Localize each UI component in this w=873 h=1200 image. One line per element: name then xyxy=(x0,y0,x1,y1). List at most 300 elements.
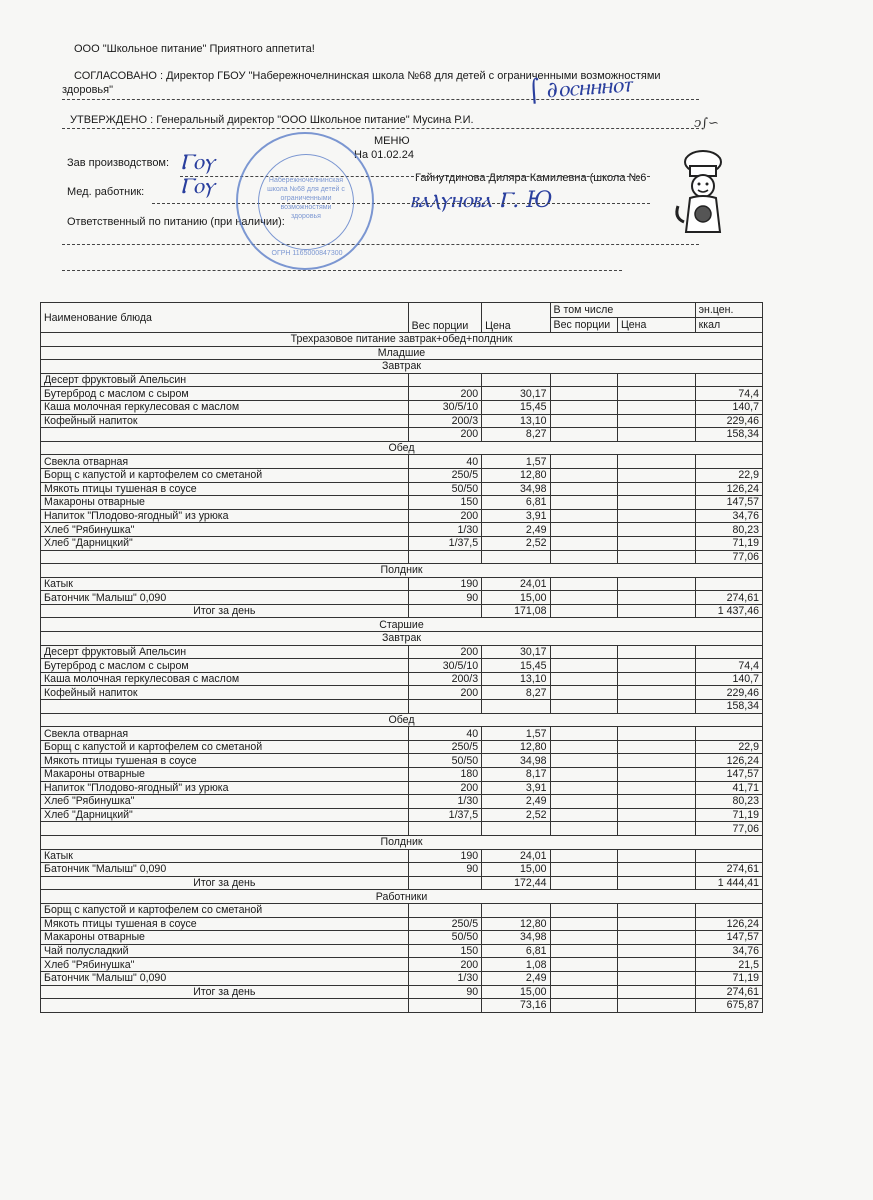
dish-name: Катык xyxy=(41,849,409,863)
dish-weight: 90 xyxy=(408,985,482,999)
sub-weight xyxy=(550,768,617,782)
table-row xyxy=(41,903,763,917)
dish-weight: 150 xyxy=(408,496,482,510)
menu-table xyxy=(40,302,763,1013)
dish-price: 12,80 xyxy=(482,917,550,931)
dish-kcal: 71,19 xyxy=(695,536,762,550)
dish-weight xyxy=(408,903,482,917)
dish-kcal xyxy=(695,577,762,591)
meal-label: Обед xyxy=(41,713,763,727)
dish-weight: 200 xyxy=(408,387,482,401)
dish-kcal: 1 444,41 xyxy=(695,876,762,890)
sub-price xyxy=(617,672,695,686)
medic-signature: Ⲅⲟⲩ xyxy=(180,174,215,199)
dish-price xyxy=(482,700,550,714)
table-row xyxy=(41,808,763,822)
dish-price: 2,52 xyxy=(482,536,550,550)
dish-price: 12,80 xyxy=(482,740,550,754)
dish-kcal: 229,46 xyxy=(695,686,762,700)
dish-weight: 200 xyxy=(408,509,482,523)
sub-weight xyxy=(550,577,617,591)
round-stamp xyxy=(236,132,374,270)
dish-weight: 40 xyxy=(408,727,482,741)
dish-weight: 200 xyxy=(408,781,482,795)
sub-weight xyxy=(550,387,617,401)
sub-price xyxy=(617,645,695,659)
dish-weight: 190 xyxy=(408,849,482,863)
approved-underline xyxy=(62,128,699,129)
table-row xyxy=(41,944,763,958)
sub-price xyxy=(617,849,695,863)
sub-weight xyxy=(550,523,617,537)
dish-kcal: 22,9 xyxy=(695,740,762,754)
sub-weight xyxy=(550,686,617,700)
dish-name: Борщ с капустой и картофелем со сметаной xyxy=(41,740,409,754)
sub-weight xyxy=(550,808,617,822)
dish-name: Каша молочная геркулесовая с маслом xyxy=(41,672,409,686)
dish-price: 13,10 xyxy=(482,414,550,428)
dish-weight: 1/30 xyxy=(408,523,482,537)
sub-weight xyxy=(550,931,617,945)
dish-kcal: 80,23 xyxy=(695,795,762,809)
header-price: Цена xyxy=(482,303,550,333)
general-director-signature: ↄ∫∽ xyxy=(694,116,719,131)
dish-name: Свекла отварная xyxy=(41,727,409,741)
dish-weight: 90 xyxy=(408,863,482,877)
dish-price: 8,27 xyxy=(482,428,550,442)
dish-name: Кофейный напиток xyxy=(41,686,409,700)
dish-price: 34,98 xyxy=(482,931,550,945)
dish-kcal xyxy=(695,727,762,741)
sub-price xyxy=(617,659,695,673)
sub-price xyxy=(617,373,695,387)
dish-kcal: 77,06 xyxy=(695,550,762,564)
meal-label: Обед xyxy=(41,441,763,455)
sub-price xyxy=(617,455,695,469)
sub-price xyxy=(617,496,695,510)
sub-weight xyxy=(550,917,617,931)
sub-price xyxy=(617,468,695,482)
dish-weight xyxy=(408,700,482,714)
sub-price xyxy=(617,931,695,945)
dish-price: 34,98 xyxy=(482,754,550,768)
table-header-row-1 xyxy=(41,303,763,318)
sub-price xyxy=(617,428,695,442)
dish-kcal xyxy=(695,373,762,387)
dish-kcal: 1 437,46 xyxy=(695,604,762,618)
dish-kcal: 147,57 xyxy=(695,496,762,510)
sub-price xyxy=(617,387,695,401)
org-title: ООО "Школьное питание" Приятного аппетита! xyxy=(74,43,315,55)
sub-price xyxy=(617,754,695,768)
dish-weight xyxy=(408,604,482,618)
sub-price xyxy=(617,958,695,972)
table-row xyxy=(41,591,763,605)
dish-weight: 180 xyxy=(408,768,482,782)
dish-weight: 200/3 xyxy=(408,414,482,428)
sub-weight xyxy=(550,740,617,754)
sub-price xyxy=(617,971,695,985)
director-signature: ⌠ ∂ⲟⲥⲏⲏⲏⲟⲧ xyxy=(527,72,633,105)
dish-kcal xyxy=(695,903,762,917)
sub-weight xyxy=(550,455,617,469)
medic-label: Мед. работник: xyxy=(67,186,145,198)
table-row xyxy=(41,400,763,414)
total-label: Итог за день xyxy=(41,876,409,890)
dish-name: Бутерброд с маслом с сыром xyxy=(41,387,409,401)
dish-price: 8,27 xyxy=(482,686,550,700)
dish-kcal: 126,24 xyxy=(695,754,762,768)
sub-price xyxy=(617,509,695,523)
dish-weight: 90 xyxy=(408,591,482,605)
dish-weight: 1/37,5 xyxy=(408,536,482,550)
dish-name: Борщ с капустой и картофелем со сметаной xyxy=(41,468,409,482)
meal-label: Завтрак xyxy=(41,360,763,374)
table-row xyxy=(41,414,763,428)
dish-kcal: 74,4 xyxy=(695,659,762,673)
sub-weight xyxy=(550,591,617,605)
sub-price xyxy=(617,482,695,496)
table-row xyxy=(41,931,763,945)
dish-weight: 200 xyxy=(408,428,482,442)
table-row xyxy=(41,536,763,550)
sub-price xyxy=(617,591,695,605)
table-row xyxy=(41,496,763,510)
total-label: Итог за день xyxy=(41,604,409,618)
sub-price xyxy=(617,536,695,550)
dish-name: Макароны отварные xyxy=(41,931,409,945)
dish-weight: 40 xyxy=(408,455,482,469)
dish-name: Мякоть птицы тушеная в соусе xyxy=(41,482,409,496)
dish-weight: 250/5 xyxy=(408,917,482,931)
sub-weight xyxy=(550,876,617,890)
dish-price: 8,17 xyxy=(482,768,550,782)
dish-kcal: 140,7 xyxy=(695,400,762,414)
table-row xyxy=(41,971,763,985)
table-row xyxy=(41,999,763,1013)
group-row xyxy=(41,618,763,632)
dish-name: Мякоть птицы тушеная в соусе xyxy=(41,754,409,768)
dish-name: Хлеб "Дарницкий" xyxy=(41,536,409,550)
agreed-line-1: СОГЛАСОВАНО : Директор ГБОУ "Набережночелнинская школа №68 для детей с ограниченными возможностями xyxy=(74,70,661,82)
table-row xyxy=(41,740,763,754)
dish-price: 2,52 xyxy=(482,808,550,822)
responsible-underline-1 xyxy=(62,244,699,245)
dish-weight xyxy=(408,373,482,387)
dish-price: 2,49 xyxy=(482,971,550,985)
dish-name: Свекла отварная xyxy=(41,455,409,469)
sub-weight xyxy=(550,999,617,1013)
meal-row xyxy=(41,441,763,455)
dish-weight: 190 xyxy=(408,577,482,591)
dish-weight: 200 xyxy=(408,958,482,972)
production-signature: Ⲅⲟⲩ xyxy=(180,150,215,175)
dish-price xyxy=(482,822,550,836)
dish-weight: 1/30 xyxy=(408,795,482,809)
table-row xyxy=(41,863,763,877)
table-row xyxy=(41,754,763,768)
dish-weight: 1/30 xyxy=(408,971,482,985)
dish-name: Хлеб "Рябинушка" xyxy=(41,523,409,537)
meal-row xyxy=(41,713,763,727)
sub-weight xyxy=(550,536,617,550)
header-weight: Вес порции xyxy=(408,303,482,333)
dish-price: 2,49 xyxy=(482,795,550,809)
table-row xyxy=(41,700,763,714)
table-row xyxy=(41,482,763,496)
dish-name: Мякоть птицы тушеная в соусе xyxy=(41,917,409,931)
dish-weight: 50/50 xyxy=(408,482,482,496)
total-label: Итог за день xyxy=(41,985,409,999)
header-including: В том числе xyxy=(550,303,695,318)
group-row xyxy=(41,346,763,360)
dish-kcal: 71,19 xyxy=(695,971,762,985)
dish-name: Бутерброд с маслом с сыром xyxy=(41,659,409,673)
dish-weight: 250/5 xyxy=(408,740,482,754)
table-row xyxy=(41,373,763,387)
dish-name: Батончик "Малыш" 0,090 xyxy=(41,971,409,985)
dish-kcal: 74,4 xyxy=(695,387,762,401)
dish-price xyxy=(482,903,550,917)
sub-price xyxy=(617,876,695,890)
dish-name: Хлеб "Рябинушка" xyxy=(41,958,409,972)
dish-kcal: 34,76 xyxy=(695,944,762,958)
table-row xyxy=(41,822,763,836)
dish-kcal: 126,24 xyxy=(695,482,762,496)
dish-name: Борщ с капустой и картофелем со сметаной xyxy=(41,903,409,917)
dish-name xyxy=(41,999,409,1013)
dish-kcal xyxy=(695,455,762,469)
dish-price: 6,81 xyxy=(482,944,550,958)
responsible-underline-2 xyxy=(62,270,622,271)
sub-price xyxy=(617,822,695,836)
menu-date: На 01.02.24 xyxy=(354,149,414,161)
sub-price xyxy=(617,795,695,809)
sub-weight xyxy=(550,428,617,442)
table-row xyxy=(41,523,763,537)
table-row xyxy=(41,577,763,591)
table-row xyxy=(41,645,763,659)
dish-name: Батончик "Малыш" 0,090 xyxy=(41,863,409,877)
dish-kcal: 274,61 xyxy=(695,863,762,877)
sub-weight xyxy=(550,645,617,659)
dish-weight: 50/50 xyxy=(408,931,482,945)
dish-name xyxy=(41,700,409,714)
dish-kcal: 71,19 xyxy=(695,808,762,822)
sub-weight xyxy=(550,550,617,564)
dish-kcal: 147,57 xyxy=(695,931,762,945)
dish-price: 24,01 xyxy=(482,849,550,863)
dish-kcal: 274,61 xyxy=(695,985,762,999)
dish-name: Кофейный напиток xyxy=(41,414,409,428)
table-row xyxy=(41,455,763,469)
dish-price: 2,49 xyxy=(482,523,550,537)
sub-price xyxy=(617,727,695,741)
dish-price: 171,08 xyxy=(482,604,550,618)
dish-price: 3,91 xyxy=(482,509,550,523)
dish-kcal: 126,24 xyxy=(695,917,762,931)
dish-kcal xyxy=(695,645,762,659)
dish-price: 24,01 xyxy=(482,577,550,591)
dish-price: 15,45 xyxy=(482,659,550,673)
dish-price: 1,08 xyxy=(482,958,550,972)
sub-weight xyxy=(550,659,617,673)
table-row xyxy=(41,768,763,782)
sub-weight xyxy=(550,496,617,510)
dish-name: Макароны отварные xyxy=(41,496,409,510)
table-row xyxy=(41,468,763,482)
dish-kcal xyxy=(695,849,762,863)
group-label: Старшие xyxy=(41,618,763,632)
sub-price xyxy=(617,740,695,754)
meal-row xyxy=(41,890,763,904)
sub-weight xyxy=(550,958,617,972)
sub-weight xyxy=(550,672,617,686)
dish-name: Катык xyxy=(41,577,409,591)
sub-weight xyxy=(550,414,617,428)
dish-name: Десерт фруктовый Апельсин xyxy=(41,645,409,659)
dish-name xyxy=(41,550,409,564)
dish-price: 30,17 xyxy=(482,645,550,659)
sub-price xyxy=(617,808,695,822)
dish-weight xyxy=(408,822,482,836)
dish-name: Чай полусладкий xyxy=(41,944,409,958)
sub-weight xyxy=(550,754,617,768)
table-row xyxy=(41,428,763,442)
table-row xyxy=(41,958,763,972)
dish-price: 15,00 xyxy=(482,985,550,999)
meal-row xyxy=(41,632,763,646)
sub-price xyxy=(617,985,695,999)
group-label: Младшие xyxy=(41,346,763,360)
dish-price: 15,00 xyxy=(482,863,550,877)
dish-kcal: 274,61 xyxy=(695,591,762,605)
meal-label: Полдник xyxy=(41,564,763,578)
table-row xyxy=(41,917,763,931)
medic-name-handwritten: ⲃⲁⲗⲩⲏⲟⲃⲁ Ⲅ. Ю xyxy=(410,188,553,213)
sub-price xyxy=(617,604,695,618)
sub-weight xyxy=(550,944,617,958)
stamp-text: Набережночелнинская школа №68 для детей с ограниченными возможностями здоровья xyxy=(267,177,345,220)
sub-weight xyxy=(550,971,617,985)
dish-name: Десерт фруктовый Апельсин xyxy=(41,373,409,387)
dish-name: Макароны отварные xyxy=(41,768,409,782)
table-row xyxy=(41,727,763,741)
production-person: Гайнутдинова Диляра Камилевна (школа №6 xyxy=(415,172,647,184)
meal-label: Полдник xyxy=(41,835,763,849)
dish-weight: 200/3 xyxy=(408,672,482,686)
dish-kcal: 158,34 xyxy=(695,428,762,442)
total-row xyxy=(41,985,763,999)
dish-name: Каша молочная геркулесовая с маслом xyxy=(41,400,409,414)
dish-kcal: 21,5 xyxy=(695,958,762,972)
dish-name: Хлеб "Дарницкий" xyxy=(41,808,409,822)
sub-weight xyxy=(550,700,617,714)
sub-weight xyxy=(550,822,617,836)
chef-logo-icon xyxy=(670,148,736,238)
total-row xyxy=(41,604,763,618)
dish-price: 172,44 xyxy=(482,876,550,890)
section-title-row xyxy=(41,333,763,347)
dish-name xyxy=(41,822,409,836)
table-row xyxy=(41,659,763,673)
dish-kcal: 80,23 xyxy=(695,523,762,537)
meal-row xyxy=(41,835,763,849)
sub-weight xyxy=(550,509,617,523)
header-sub-weight: Вес порции xyxy=(550,318,617,333)
dish-weight: 200 xyxy=(408,686,482,700)
sub-weight xyxy=(550,863,617,877)
meal-row xyxy=(41,360,763,374)
medic-underline xyxy=(152,203,650,204)
header-sub-price: Цена xyxy=(617,318,695,333)
table-row xyxy=(41,686,763,700)
dish-weight: 250/5 xyxy=(408,468,482,482)
sub-weight xyxy=(550,727,617,741)
production-label: Зав производством: xyxy=(67,157,170,169)
dish-price: 1,57 xyxy=(482,455,550,469)
dish-price: 73,16 xyxy=(482,999,550,1013)
sub-price xyxy=(617,400,695,414)
dish-kcal: 22,9 xyxy=(695,468,762,482)
header-name: Наименование блюда xyxy=(41,303,409,333)
dish-kcal: 34,76 xyxy=(695,509,762,523)
dish-weight: 200 xyxy=(408,645,482,659)
agreed-line-2: здоровья" xyxy=(62,84,114,96)
sub-weight xyxy=(550,373,617,387)
dish-kcal: 147,57 xyxy=(695,768,762,782)
header-energy-2: ккал xyxy=(695,318,762,333)
total-row xyxy=(41,876,763,890)
dish-kcal: 41,71 xyxy=(695,781,762,795)
sub-price xyxy=(617,903,695,917)
sub-weight xyxy=(550,903,617,917)
sub-price xyxy=(617,523,695,537)
sub-price xyxy=(617,686,695,700)
dish-weight: 30/5/10 xyxy=(408,400,482,414)
sub-price xyxy=(617,768,695,782)
sub-price xyxy=(617,550,695,564)
sub-price xyxy=(617,577,695,591)
responsible-label: Ответственный по питанию (при наличии): xyxy=(67,216,285,228)
dish-price: 34,98 xyxy=(482,482,550,496)
sub-price xyxy=(617,917,695,931)
header-energy-1: эн.цен. xyxy=(695,303,762,318)
dish-kcal: 158,34 xyxy=(695,700,762,714)
sub-weight xyxy=(550,849,617,863)
dish-name: Напиток "Плодово-ягодный" из урюка xyxy=(41,509,409,523)
dish-price xyxy=(482,550,550,564)
sub-price xyxy=(617,781,695,795)
sub-weight xyxy=(550,482,617,496)
table-row xyxy=(41,550,763,564)
dish-weight xyxy=(408,876,482,890)
dish-name: Хлеб "Рябинушка" xyxy=(41,795,409,809)
dish-price: 30,17 xyxy=(482,387,550,401)
dish-weight: 50/50 xyxy=(408,754,482,768)
stamp-ogrn: ОГРН 1165000847300 xyxy=(271,250,343,257)
dish-name xyxy=(41,428,409,442)
dish-price: 6,81 xyxy=(482,496,550,510)
dish-price: 12,80 xyxy=(482,468,550,482)
dish-price: 15,45 xyxy=(482,400,550,414)
section-title: Трехразовое питание завтрак+обед+полдник xyxy=(41,333,763,347)
sub-price xyxy=(617,863,695,877)
sub-price xyxy=(617,700,695,714)
sub-price xyxy=(617,999,695,1013)
dish-kcal: 675,87 xyxy=(695,999,762,1013)
dish-kcal: 77,06 xyxy=(695,822,762,836)
